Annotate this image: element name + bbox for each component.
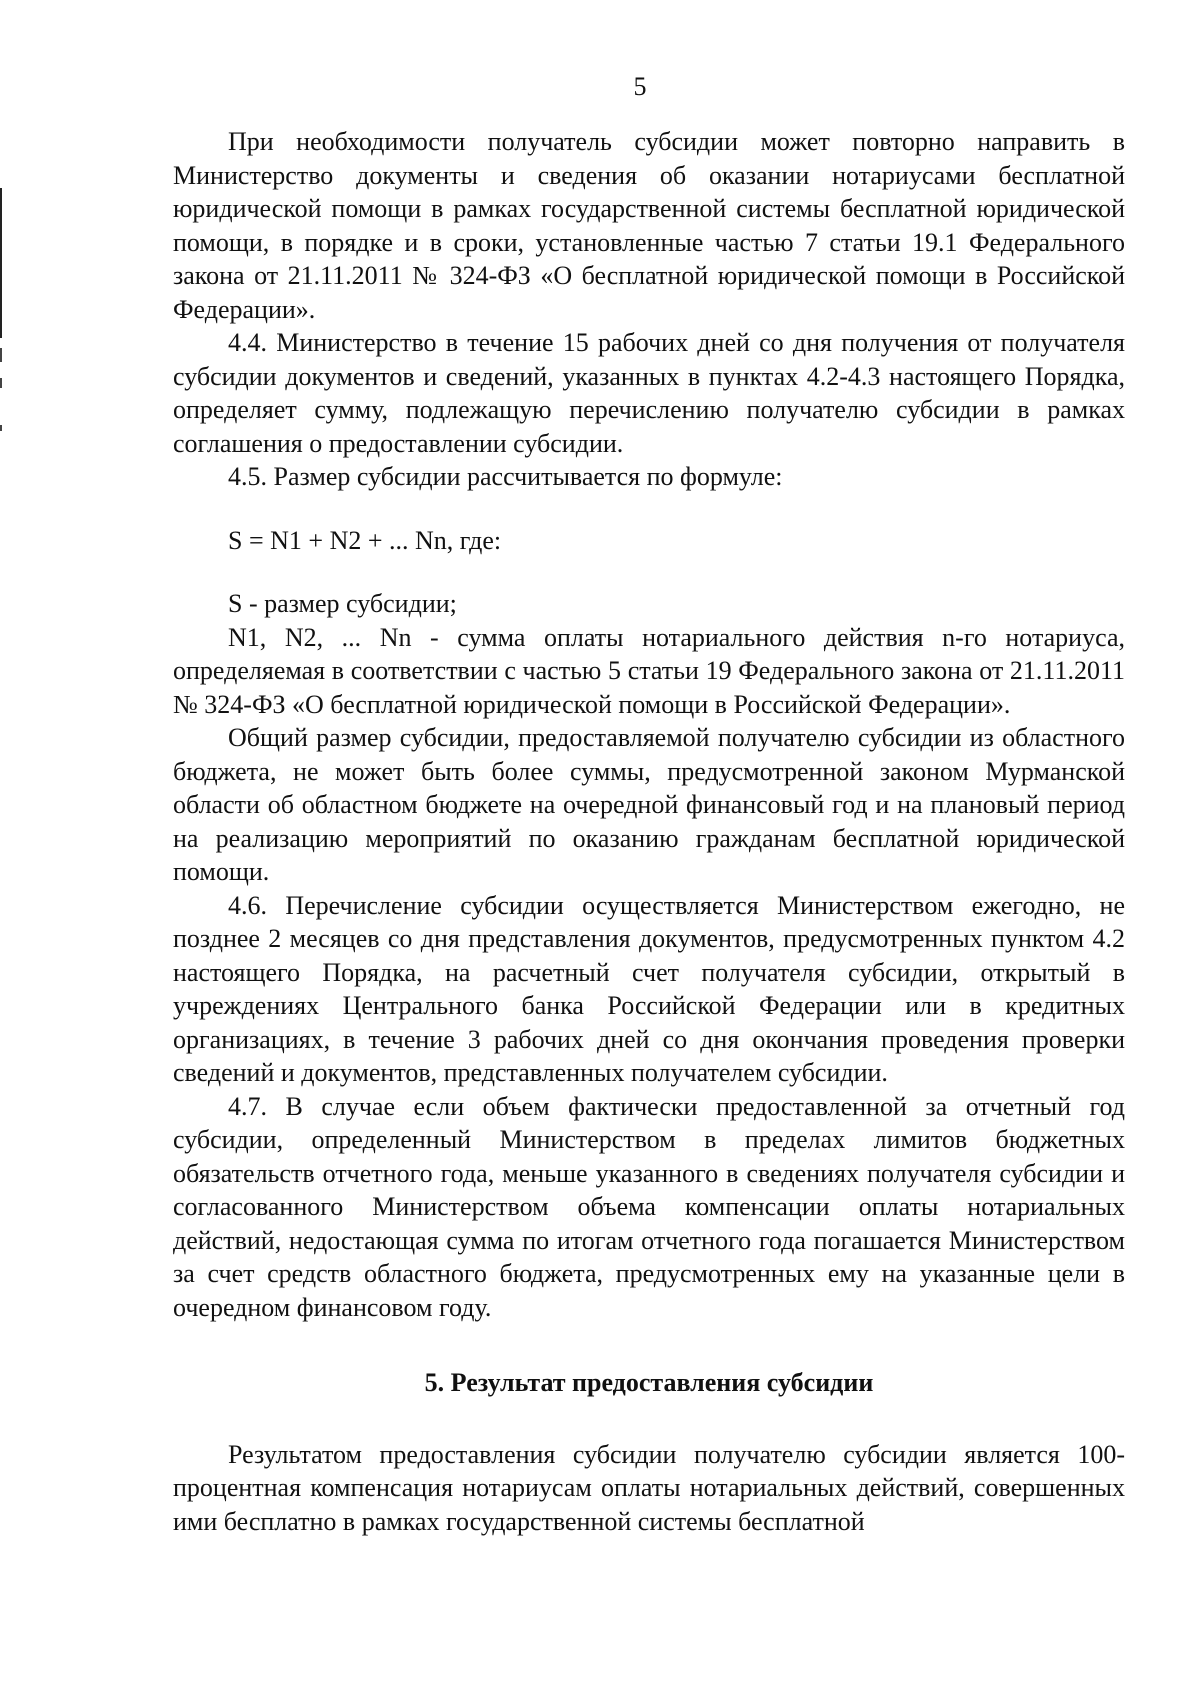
margin-tick-mark [0, 378, 2, 388]
definition-s: S - размер субсидии; [228, 589, 457, 618]
paragraph-4-7: 4.7. В случае если объем фактически предоставленной за отчетный год субсидии, определенный Министерством в пределах лимитов бюджетных обязательств отчетного года, меньше указанного в сведениях получателя субсидии и согласованного Министерством объема компенсации оплаты нотариальных действий, недостающая сумма по итогам отчетного года погашается Министерством за счет средств областного бюджета, предусмотренных ему на указанные цели в очередном финансовом году. [173, 1091, 1125, 1322]
paragraph-4-5: 4.5. Размер субсидии рассчитывается по формуле: [228, 462, 783, 491]
paragraph-total-limit: Общий размер субсидии, предоставляемой получателю субсидии из областного бюджета, не может быть более суммы, предусмотренной законом Мурманской области об областном бюджете на очередной финансовый год и на плановый период на реализацию мероприятий по оказанию гражданам бесплатной юридической помощи. [173, 723, 1125, 886]
paragraph-4-4: 4.4. Министерство в течение 15 рабочих дней со дня получения от получателя субсидии документов и сведений, указанных в пунктах 4.2-4.3 настоящего Порядка, определяет сумму, подлежащую перечислению получателю субсидии в рамках соглашения о предоставлении субсидии. [173, 328, 1125, 458]
section-heading: 5. Результат предоставления субсидии [424, 1368, 874, 1397]
margin-binding-mark [0, 188, 2, 338]
margin-tick-mark [0, 348, 2, 362]
page-number: 5 [633, 72, 647, 101]
document-body [173, 125, 1125, 1538]
definition-n: N1, N2, ... Nn - сумма оплаты нотариального действия n-го нотариуса, определяемая в соответствии с частью 5 статьи 19 Федерального закона от 21.11.2011 № 324-ФЗ «О бесплатной юридической помощи в Российской Федерации». [173, 622, 1125, 719]
paragraph-result: Результатом предоставления субсидии получателю субсидии является 100-процентная компенсация нотариусам оплаты нотариальных действий, совершенных ими бесплатно в рамках государственной системы бесплатной [173, 1439, 1125, 1536]
paragraph-4-6: 4.6. Перечисление субсидии осуществляется Министерством ежегодно, не позднее 2 месяцев со дня представления документов, предусмотренных пунктом 4.2 настоящего Порядка, на расчетный счет получателя субсидии, открытый в учреждениях Центрального банка Российской Федерации или в кредитных организациях, в течение 3 рабочих дней со дня окончания проведения проверки сведений и документов, представленных получателем субсидии. [173, 890, 1125, 1087]
margin-tick-mark [0, 425, 2, 431]
subsidy-formula: S = N1 + N2 + ... Nn, где: [228, 525, 502, 555]
paragraph-resubmission: При необходимости получатель субсидии может повторно направить в Министерство документы и сведения об оказании нотариусами бесплатной юридической помощи в рамках государственной системы бесплатной юридической помощи, в порядке и в сроки, установленные частью 7 статьи 19.1 Федерального закона от 21.11.2011 № 324-ФЗ «О бесплатной юридической помощи в Российской Федерации». [173, 127, 1125, 324]
